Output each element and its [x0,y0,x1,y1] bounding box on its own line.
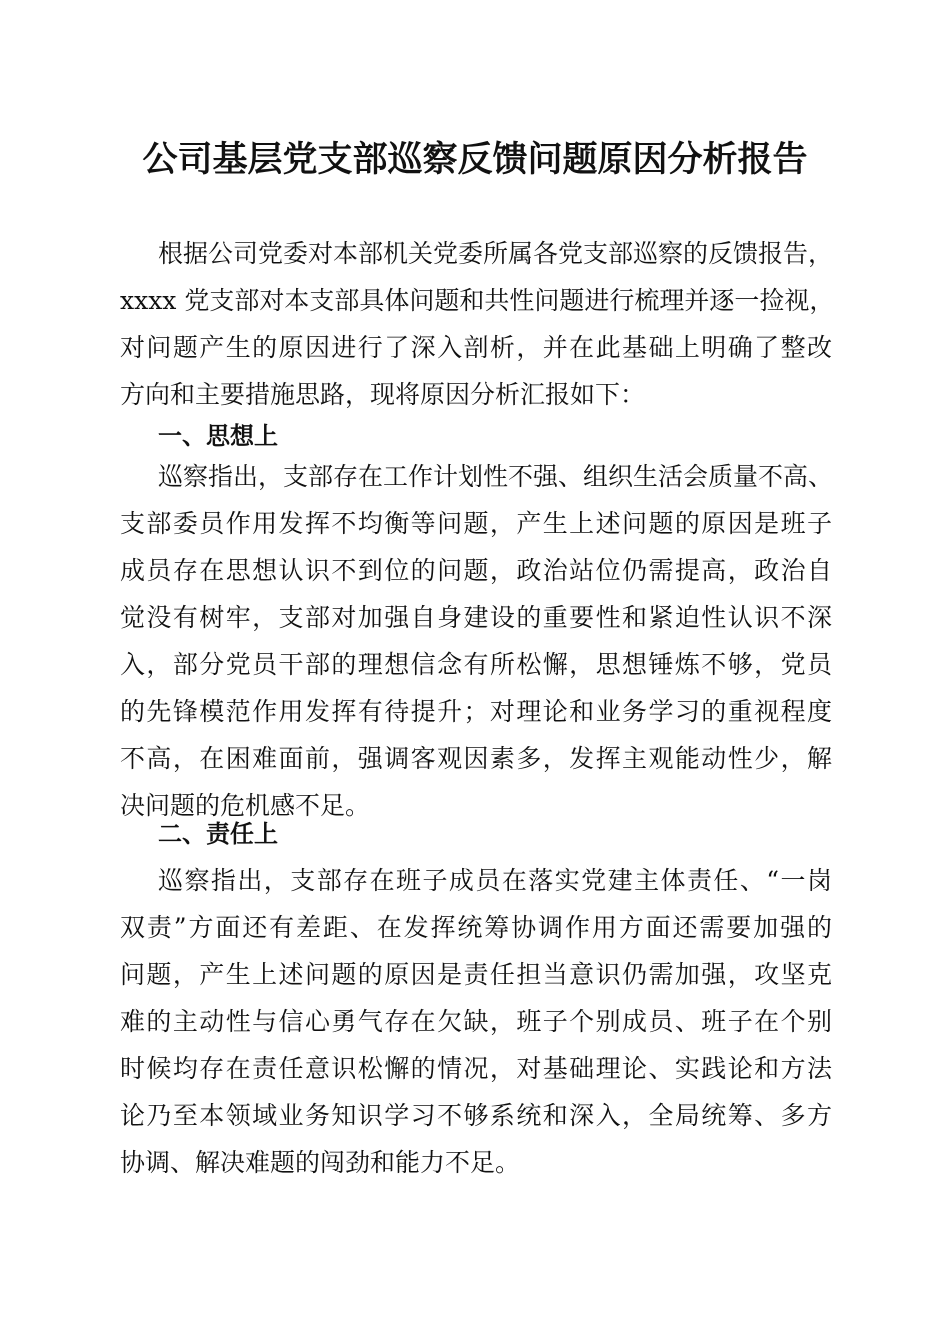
intro-line-4: 方向和主要措施思路，现将原因分析汇报如下： [120,380,646,409]
section1-line-7: 不高，在困难面前，强调客观因素多，发挥主观能动性少，解 [120,744,832,773]
section1-line-6: 的先锋模范作用发挥有待提升；对理论和业务学习的重视程度 [120,697,832,726]
section2-line-1: 巡察指出，支部存在班子成员在落实党建主体责任、“一岗 [158,866,832,895]
section1-line-1: 巡察指出，支部存在工作计划性不强、组织生活会质量不高、 [158,462,834,491]
section1-line-8: 决问题的危机感不足。 [120,791,371,820]
intro-line-1: 根据公司党委对本部机关党委所属各党支部巡察的反馈报告， [158,239,834,268]
section1-line-2: 支部委员作用发挥不均衡等问题，产生上述问题的原因是班子 [120,509,832,538]
section-heading-1: 一、思想上 [158,422,278,450]
document-title: 公司基层党支部巡察反馈问题原因分析报告 [142,139,808,180]
section2-line-7: 协调、解决难题的闯劲和能力不足。 [120,1148,521,1177]
section2-line-6: 论乃至本领域业务知识学习不够系统和深入，全局统筹、多方 [120,1101,832,1130]
section-heading-2: 二、责任上 [158,820,278,848]
section2-line-4: 难的主动性与信心勇气存在欠缺，班子个别成员、班子在个别 [120,1007,832,1036]
section1-line-5: 入，部分党员干部的理想信念有所松懈，思想锤炼不够，党员 [120,650,832,679]
section2-line-5: 时候均存在责任意识松懈的情况，对基础理论、实践论和方法 [120,1054,832,1083]
section2-line-3: 问题，产生上述问题的原因是责任担当意识仍需加强，攻坚克 [120,960,832,989]
intro-line-3: 对问题产生的原因进行了深入剖析，并在此基础上明确了整改 [120,333,832,362]
intro-line-2: xxxx 党支部对本支部具体问题和共性问题进行梳理并逐一捡视， [120,286,835,315]
section2-line-2: 双责”方面还有差距、在发挥统筹协调作用方面还需要加强的 [120,913,832,942]
section1-line-4: 觉没有树牢，支部对加强自身建设的重要性和紧迫性认识不深 [120,603,832,632]
section1-line-3: 成员存在思想认识不到位的问题，政治站位仍需提高，政治自 [120,556,832,585]
